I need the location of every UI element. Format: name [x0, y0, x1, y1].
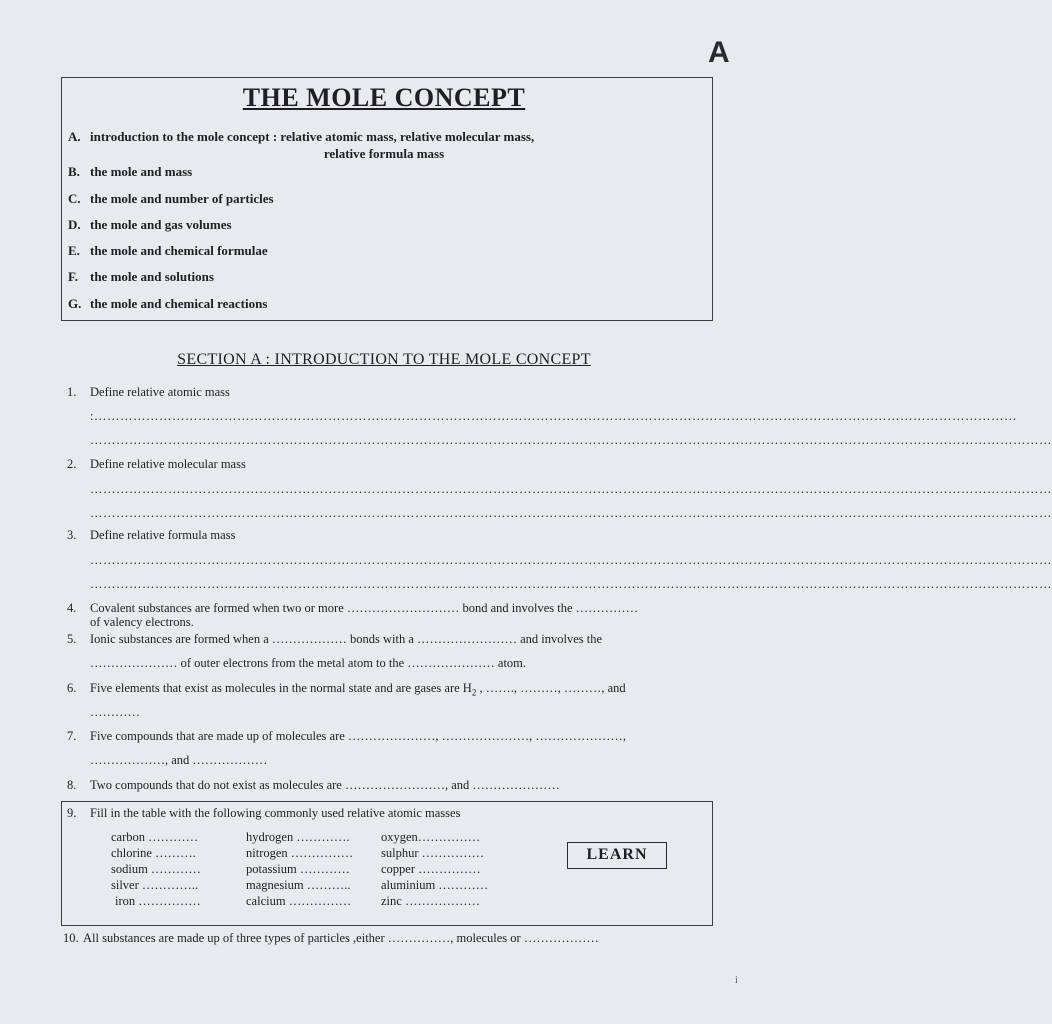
question-text-continued: …………: [90, 705, 140, 719]
answer-line[interactable]: ……………………………………………………………………………………………………………………………………………………………………………………………………: [90, 482, 1052, 496]
element-aluminium: aluminium …………: [381, 878, 489, 892]
question-number: 9.: [67, 806, 77, 820]
element-iron: iron ……………: [115, 894, 201, 908]
question-text: Two compounds that do not exist as molecules are ……………………, and …………………: [90, 778, 560, 792]
toc-text: the mole and gas volumes: [90, 217, 232, 232]
answer-line[interactable]: ……………………………………………………………………………………………………………………………………………………………………………………………………: [90, 577, 1052, 591]
question-number: 6.: [67, 681, 77, 695]
question-number: 4.: [67, 601, 77, 615]
question-text: Ionic substances are formed when a ……………… bonds with a …………………… and involves the: [90, 632, 603, 646]
question-number: 3.: [67, 528, 77, 542]
question-text: Covalent substances are formed when two or more ……………………… bond and involves the ……………: [90, 601, 639, 615]
question-text: [90, 681, 626, 698]
toc-letter: F.: [68, 269, 78, 284]
toc-text: introduction to the mole concept : relative atomic mass, relative molecular mass,: [90, 129, 535, 144]
footer-mark: i: [735, 975, 738, 986]
question-number: 2.: [67, 457, 77, 471]
element-calcium: calcium ……………: [246, 894, 352, 908]
question-text: Define relative atomic mass: [90, 385, 230, 399]
question-text-part: , ……., ………, ………, and: [476, 681, 626, 695]
question-number: 8.: [67, 778, 77, 792]
element-hydrogen: hydrogen ………….: [246, 830, 350, 844]
page-letter: A: [708, 36, 730, 69]
element-chlorine: chlorine ……….: [111, 846, 196, 860]
question-text: Five compounds that are made up of molecules are …………………, …………………, …………………,: [90, 729, 627, 743]
question-number: 1.: [67, 385, 77, 399]
document-title: THE MOLE CONCEPT: [242, 83, 526, 112]
question-text: Define relative formula mass: [90, 528, 236, 542]
learn-label: LEARN: [567, 842, 667, 869]
element-oxygen: oxygen……………: [381, 830, 481, 844]
toc-item-a-continuation: relative formula mass: [323, 146, 445, 161]
toc-text: the mole and chemical formulae: [90, 243, 268, 258]
toc-letter: E.: [68, 243, 80, 258]
answer-line[interactable]: ……………………………………………………………………………………………………………………………………………………………………………………………………: [90, 433, 1052, 447]
answer-line[interactable]: ……………………………………………………………………………………………………………………………………………………………………………………………………: [90, 553, 1052, 567]
element-carbon: carbon …………: [111, 830, 199, 844]
question-text: Fill in the table with the following commonly used relative atomic masses: [90, 806, 461, 820]
toc-item-f: [68, 269, 214, 285]
element-copper: copper ……………: [381, 862, 481, 876]
toc-letter: B.: [68, 164, 80, 179]
toc-item-g: [68, 296, 267, 312]
toc-text: the mole and number of particles: [90, 191, 274, 206]
answer-line[interactable]: :……………………………………………………………………………………………………………………………………………………………………………………………: [90, 409, 1017, 423]
toc-text: the mole and chemical reactions: [90, 296, 268, 311]
element-sodium: sodium …………: [111, 862, 201, 876]
question-number: 5.: [67, 632, 77, 646]
toc-letter: C.: [68, 191, 81, 206]
question-text-part: Five elements that exist as molecules in the normal state and are gases are H: [90, 681, 472, 695]
section-heading: SECTION A : INTRODUCTION TO THE MOLE CONCEPT: [177, 351, 591, 368]
toc-letter: A.: [68, 129, 81, 144]
element-nitrogen: nitrogen ……………: [246, 846, 354, 860]
question-text: Define relative molecular mass: [90, 457, 246, 471]
subscript: 2: [471, 687, 477, 698]
toc-text: the mole and solutions: [90, 269, 214, 284]
question-number: 10.: [63, 931, 79, 945]
answer-line[interactable]: ……………………………………………………………………………………………………………………………………………………………………………………………………: [90, 506, 1052, 520]
element-silver: silver …………..: [111, 878, 199, 892]
toc-text: the mole and mass: [90, 164, 193, 179]
toc-item-e: [68, 243, 268, 259]
question-text: All substances are made up of three types of particles ,either ……………, molecules or ………………: [83, 931, 599, 945]
toc-item-a: [68, 129, 534, 145]
toc-item-b: [68, 164, 192, 180]
question-text-continued: ………………… of outer electrons from the metal atom to the ………………… atom.: [90, 656, 527, 670]
element-zinc: zinc ………………: [381, 894, 480, 908]
toc-letter: G.: [68, 296, 82, 311]
toc-letter: D.: [68, 217, 81, 232]
toc-item-d: [68, 217, 232, 233]
question-text-continued: of valency electrons.: [90, 615, 194, 629]
question-text-continued: ………………, and ………………: [90, 753, 268, 767]
element-magnesium: magnesium ………..: [246, 878, 351, 892]
question-number: 7.: [67, 729, 77, 743]
element-potassium: potassium …………: [246, 862, 350, 876]
toc-item-c: [68, 191, 274, 207]
element-sulphur: sulphur ……………: [381, 846, 485, 860]
